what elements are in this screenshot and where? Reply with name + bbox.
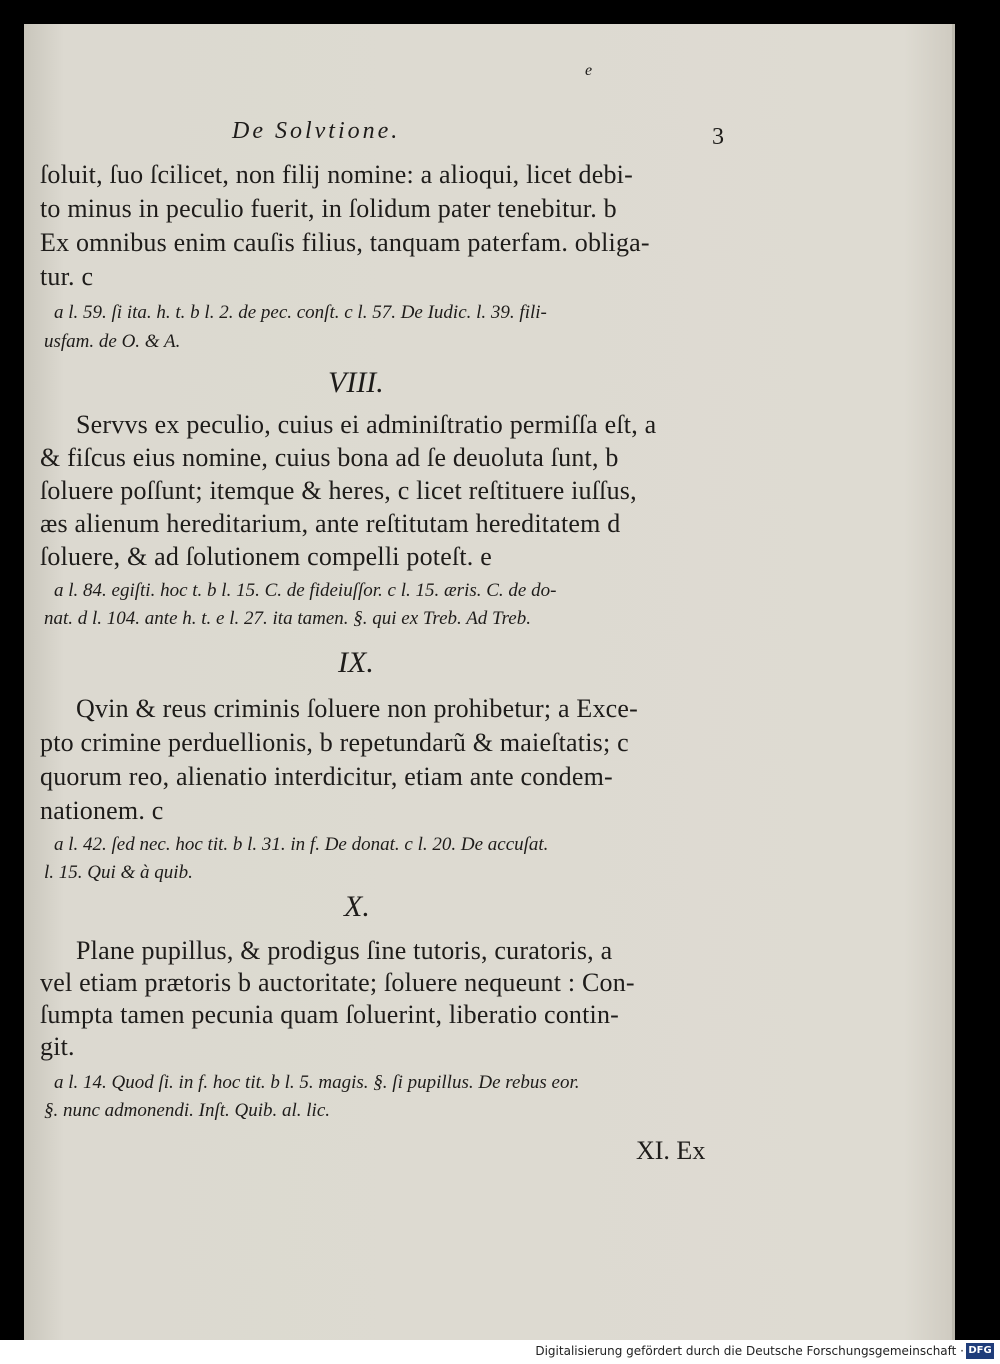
footnote-line: a l. 14. Quod ſi. in f. hoc tit. b l. 5. magis. §. ſi pupillus. De rebus eor. [54,1072,580,1093]
text-line: ſoluit, ſuo ſcilicet, non filij nomine: a alioqui, licet debi- [40,160,633,189]
footnote-line: usfam. de O. & A. [44,331,181,352]
page-edge [952,24,955,1340]
text-line: nationem. c [40,796,164,825]
text-line: ſoluere poſſunt; itemque & heres, c licet reſtituere iuſſus, [40,476,637,505]
text-line: Qvin & reus criminis ſoluere non prohibetur; a Exce- [76,694,639,723]
section-heading: IX. [338,646,374,679]
text-line: vel etiam prætoris b auctoritate; ſoluere nequeunt : Con- [40,968,635,997]
text-line: ſoluere, & ad ſolutionem compelli poteſt. e [40,542,492,571]
footnote-line: a l. 42. ſed nec. hoc tit. b l. 31. in f. De donat. c l. 20. De accuſat. [54,834,549,855]
catchword: XI. Ex [636,1136,706,1165]
text-line: pto crimine perduellionis, b repetundarũ & maieſtatis; c [40,728,629,757]
footnote-line: nat. d l. 104. ante h. t. e l. 27. ita tamen. §. qui ex Treb. Ad Treb. [44,608,531,629]
signature-mark: e [585,62,593,79]
footnote-line: §. nunc admonendi. Inſt. Quib. al. lic. [44,1100,331,1121]
text-line: to minus in peculio fuerit, in ſolidum pater tenebitur. b [40,194,617,223]
text-line: Plane pupillus, & prodigus ſine tutoris, curatoris, a [76,936,613,965]
text-line: Servvs ex peculio, cuius ei adminiſtratio permiſſa eſt, a [76,410,657,439]
footnote-line: l. 15. Qui & à quib. [44,862,193,883]
text-line: & fiſcus eius nomine, cuius bona ad ſe deuoluta ſunt, b [40,443,619,472]
section-heading: VIII. [328,366,384,399]
footnote-line: a l. 84. egiſti. hoc t. b l. 15. C. de fideiuſſor. c l. 15. æris. C. de do- [54,580,557,601]
text-line: æs alienum hereditarium, ante reſtitutam hereditatem d [40,509,621,538]
text-line: tur. c [40,262,94,291]
text-line: Ex omnibus enim cauſis filius, tanquam paterfam. obliga- [40,228,650,257]
running-title: De Solvtione. [232,118,401,144]
footer-bar [0,1340,1000,1364]
text-line: ſumpta tamen pecunia quam ſoluerint, liberatio contin- [40,1000,620,1029]
page-number: 3 [712,124,724,150]
footnote-line: a l. 59. ſi ita. h. t. b l. 2. de pec. conſt. c l. 57. De Iudic. l. 39. fili- [54,302,547,323]
text-line: quorum reo, alienatio interdicitur, etiam ante condem- [40,762,613,791]
section-heading: X. [344,890,370,923]
dfg-logo: DFG [966,1343,994,1359]
footer-credit: Digitalisierung gefördert durch die Deutsche Forschungsgemeinschaft · [535,1344,964,1358]
text-line: git. [40,1032,75,1061]
